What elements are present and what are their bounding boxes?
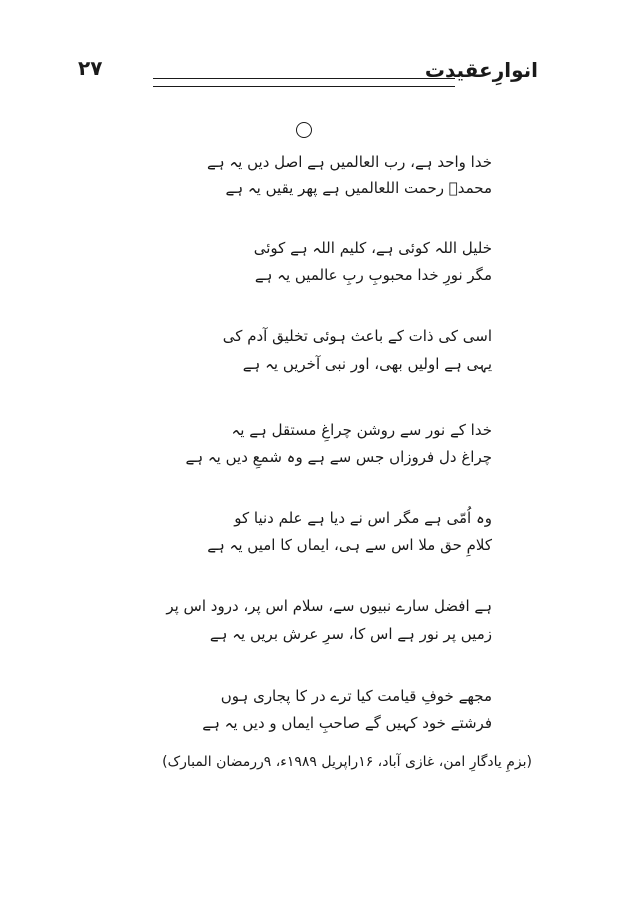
verse-line: زمیں پر نور ہے اس کا، سرِ عرش بریں یہ ہے [209,625,492,643]
verse-line: محمدؐ رحمت اللعالمیں ہے پھر یقیں یہ ہے [225,179,492,197]
verse-line: وہ اُمّی ہے مگر اس نے دیا ہے علم دنیا کو [234,509,492,527]
header-rule-top [153,78,455,79]
verse-line: یہی ہے اولیں بھی، اور نبی آخریں یہ ہے [242,355,492,373]
section-ornament-circle [296,122,312,138]
page-number: ۲۷ [78,56,103,80]
verse-line: چراغ دل فروزاں جس سے ہے وہ شمعِ دیں یہ ہے [185,448,492,466]
verse-line: مگر نورِ خدا محبوبِ ربِ عالمیں یہ ہے [254,266,492,284]
verse-line: خدا واحد ہے، رب العالمیں ہے اصل دیں یہ ہے [207,153,492,171]
verse-line: ہے افضل سارے نبیوں سے، سلام اس پر، درود اس پر [166,597,492,615]
verse-line: خدا کے نور سے روشن چراغِ مستقل ہے یہ [231,421,492,439]
verse-line: فرشتے خود کہیں گے صاحبِ ایماں و دیں یہ ہے [202,714,492,732]
verse-line: کلامِ حق ملا اس سے ہی، ایماں کا امیں یہ ہے [207,536,492,554]
verse-line: مجھے خوفِ قیامت کیا ترے در کا پجاری ہوں [220,687,492,705]
colophon: (بزمِ یادگارِ امن، غازی آباد، ۱۶راپریل ۱۹۸۹ء، ۹ررمضان المبارک) [162,754,532,770]
verse-line: اسی کی ذات کے باعث ہوئی تخلیق آدم کی [222,327,492,345]
book-title: انوارِعقیدت [424,58,538,82]
verse-line: خلیل اللہ کوئی ہے، کلیم اللہ ہے کوئی [253,239,492,257]
header-rule-bottom [153,86,455,87]
